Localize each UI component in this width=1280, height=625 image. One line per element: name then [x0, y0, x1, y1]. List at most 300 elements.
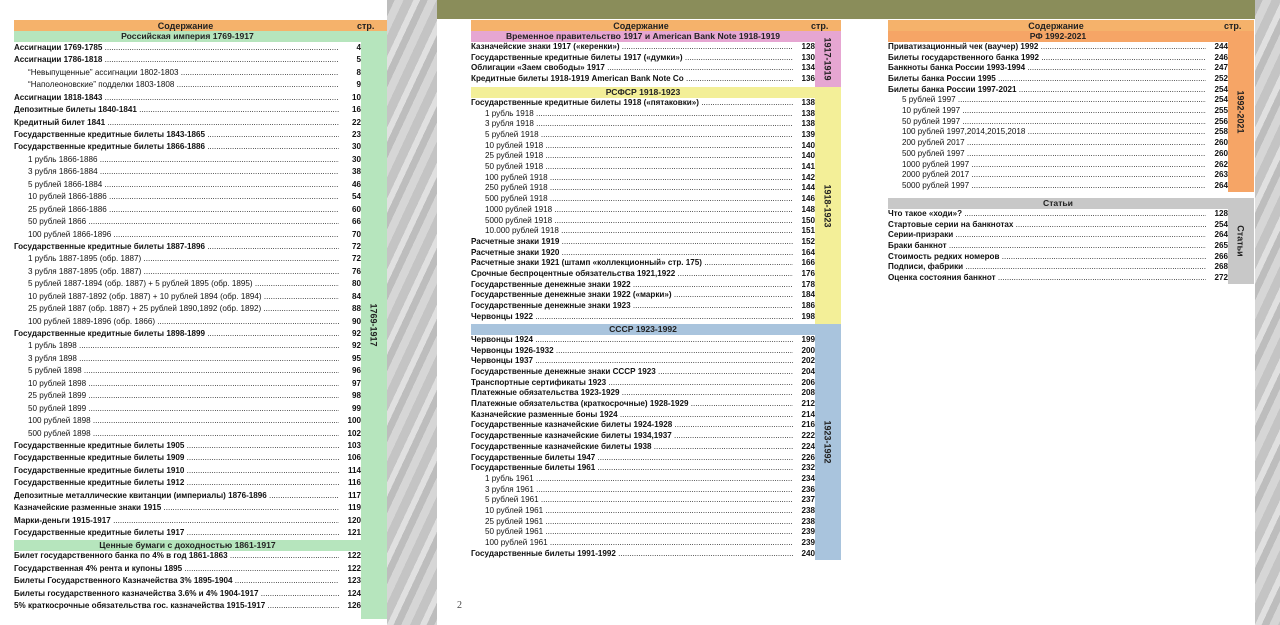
toc-entry-title: 500 рублей 1918 .....	[471, 194, 793, 205]
toc-entry[interactable]	[471, 410, 815, 421]
toc-entry[interactable]	[471, 442, 815, 453]
toc-entry-page: 100	[347, 416, 361, 426]
toc-entry[interactable]	[888, 138, 1228, 149]
toc-section	[14, 31, 387, 619]
toc-entry-title: 3 рубля 1866-1884 .....	[14, 166, 339, 178]
page-3	[873, 0, 1255, 625]
toc-entry-page: 114	[347, 465, 361, 475]
toc-entry-title: Червонцы 1937 .....	[471, 356, 793, 367]
toc-entry-page: 96	[351, 366, 361, 376]
toc-entry-title: Государственные кредитные билеты 1917 .....	[14, 527, 339, 539]
toc-entry-title: Платежные обязательства 1923-1929 .....	[471, 388, 793, 399]
toc-header	[471, 20, 841, 31]
toc-entry[interactable]	[471, 388, 815, 399]
toc-entry-page: 152	[801, 236, 815, 246]
toc-entry-page: 214	[801, 409, 815, 419]
toc-entry-page: 256	[1214, 116, 1228, 126]
toc-entry-page: 9	[356, 80, 361, 90]
toc-entry-page: 263	[1214, 170, 1228, 180]
toc-entry-page: 151	[801, 226, 815, 236]
toc-entry[interactable]	[471, 485, 815, 496]
toc-entry[interactable]	[14, 328, 361, 340]
toc-entry[interactable]	[14, 527, 361, 539]
toc-entry-title: Оценка состояния банкнот .....	[888, 273, 1206, 284]
toc-entry-title: 5% краткосрочные обязательства гос. казначейства 1915-1917 .....	[14, 600, 339, 612]
toc-entry-title: 10 рублей 1866-1886 .....	[14, 191, 339, 203]
toc-entry-title: Государственные денежные знаки 1923 .....	[471, 301, 793, 312]
toc-entry[interactable]	[471, 517, 815, 528]
toc-entry[interactable]	[14, 390, 361, 402]
toc-entry-title: “Невыпущенные” ассигнации 1802-1803 .....	[14, 67, 339, 79]
toc-entry[interactable]	[471, 184, 815, 195]
toc-entry-title: 500 рублей 1898 .....	[14, 428, 339, 440]
toc-entry-title: “Наполеоновские” подделки 1803-1808 .....	[14, 79, 339, 91]
toc-entry[interactable]	[471, 280, 815, 291]
toc-entry-title: 5 рублей 1898 .....	[14, 365, 339, 377]
toc-entry-title: 10 рублей 1997 .....	[888, 106, 1206, 117]
toc-section	[888, 31, 1254, 192]
toc-entry-page: 238	[801, 505, 815, 515]
toc-entry-title: 3 рубля 1961 .....	[471, 485, 793, 496]
toc-entry-page: 258	[1214, 127, 1228, 137]
toc-entry-page: 144	[801, 183, 815, 193]
toc-entry-page: 240	[801, 548, 815, 558]
toc-entry[interactable]	[14, 378, 361, 390]
toc-entry-page: 123	[347, 576, 361, 586]
toc-entry-title: Билет государственного банка по 4% в год 1861-1863 .....	[14, 550, 339, 562]
toc-entry[interactable]	[888, 230, 1228, 241]
period-band-label: 1923-1992	[823, 420, 834, 464]
period-band	[1228, 31, 1254, 192]
toc-entry[interactable]	[14, 216, 361, 228]
toc-entry-title: 10 рублей 1918 .....	[471, 141, 793, 152]
toc-entry-title: 1 рубль 1918 .....	[471, 109, 793, 120]
toc-entry-title: Расчетные знаки 1920 .....	[471, 248, 793, 259]
period-band-label: 1917-1919	[823, 37, 834, 81]
toc-entry-page: 102	[347, 428, 361, 438]
toc-entry[interactable]	[14, 563, 361, 575]
toc-entry-page: 103	[347, 440, 361, 450]
toc-entry[interactable]	[888, 181, 1228, 192]
toc-entry-page: 54	[351, 192, 361, 202]
toc-entry[interactable]	[471, 248, 815, 259]
toc-entry[interactable]	[14, 179, 361, 191]
toc-entry[interactable]	[471, 367, 815, 378]
toc-entry-title: 25 рублей 1887 (обр. 1887) + 25 рублей 1890,1892 (обр. 1892) .....	[14, 303, 339, 315]
toc-entry-title: Банкноты банка России 1993-1994 .....	[888, 63, 1206, 74]
toc-entry-title: 10.000 рублей 1918 .....	[471, 226, 793, 237]
toc-entry-page: 16	[351, 105, 361, 115]
toc-entry[interactable]	[471, 53, 815, 64]
toc-entries	[471, 31, 815, 87]
toc-entry-title: Ассигнации 1769-1785 .....	[14, 42, 339, 54]
toc-entry-title: Государственные кредитные билеты 1917 («думки») .....	[471, 53, 793, 64]
toc-entry-page: 136	[801, 74, 815, 84]
section-heading: СССР 1923-1992	[471, 324, 815, 335]
toc-entry[interactable]	[471, 162, 815, 173]
toc-entry-page: 265	[1214, 241, 1228, 251]
toc-entry-page: 4	[356, 42, 361, 52]
toc-entry[interactable]	[14, 588, 361, 600]
toc-header-title: Содержание	[1028, 20, 1084, 31]
toc-entry-title: Стартовые серии на банкнотах .....	[888, 220, 1206, 231]
toc-entry[interactable]	[14, 428, 361, 440]
toc-entry-title: Казначейские знаки 1917 («керенки») .....	[471, 42, 793, 53]
toc-entry-page: 264	[1214, 230, 1228, 240]
period-band-label: 1918-1923	[823, 183, 834, 228]
toc-entry-title: 25 рублей 1918 .....	[471, 151, 793, 162]
toc-entry-page: 148	[801, 204, 815, 214]
period-band	[1228, 198, 1254, 284]
toc-entry[interactable]	[471, 216, 815, 227]
toc-entry[interactable]	[471, 290, 815, 301]
toc-entry-page: 30	[351, 154, 361, 164]
toc-entry[interactable]	[14, 575, 361, 587]
toc-entry[interactable]	[14, 79, 361, 91]
toc-entry[interactable]	[14, 477, 361, 489]
toc-entry[interactable]	[14, 191, 361, 203]
toc-entry-page: 264	[1214, 180, 1228, 190]
toc-entry[interactable]	[14, 204, 361, 216]
toc-entry[interactable]	[14, 42, 361, 54]
toc-entry-page: 121	[347, 528, 361, 538]
toc-sheet	[888, 20, 1254, 284]
toc-entry-page: 262	[1214, 159, 1228, 169]
toc-entry[interactable]	[14, 515, 361, 527]
toc-entry[interactable]	[14, 54, 361, 66]
toc-entry-title: Государственные кредитные билеты 1843-1865 .....	[14, 129, 339, 141]
toc-entry-title: 10 рублей 1961 .....	[471, 506, 793, 517]
toc-entry[interactable]	[471, 431, 815, 442]
toc-entry[interactable]	[471, 399, 815, 410]
toc-entry[interactable]	[14, 229, 361, 241]
toc-entry-page: 206	[801, 377, 815, 387]
toc-entry-page: 238	[801, 516, 815, 526]
toc-entry[interactable]	[471, 194, 815, 205]
toc-entry[interactable]	[888, 74, 1228, 85]
toc-entry[interactable]	[471, 549, 815, 560]
toc-entry[interactable]	[14, 241, 361, 253]
toc-entry-page: 8	[356, 67, 361, 77]
toc-header-page-label: стр.	[357, 20, 375, 31]
toc-entry[interactable]	[888, 262, 1228, 273]
toc-entry-title: Расчетные знаки 1921 (штамп «коллекционный» стр. 175) .....	[471, 258, 793, 269]
toc-entry[interactable]	[888, 160, 1228, 171]
toc-entry[interactable]	[14, 403, 361, 415]
toc-entry[interactable]	[14, 353, 361, 365]
toc-entry-title: Серии-призраки .....	[888, 230, 1206, 241]
toc-entry[interactable]	[471, 269, 815, 280]
toc-entry-page: 92	[351, 341, 361, 351]
period-band	[815, 31, 841, 87]
toc-entry[interactable]	[471, 63, 815, 74]
toc-entry-title: Депозитные билеты 1840-1841 .....	[14, 104, 339, 116]
toc-entry[interactable]	[14, 92, 361, 104]
toc-entry-page: 260	[1214, 148, 1228, 158]
toc-entry[interactable]	[14, 440, 361, 452]
toc-entry-title: Платежные обязательства (краткосрочные) 1928-1929 .....	[471, 399, 793, 410]
toc-entry[interactable]	[471, 463, 815, 474]
toc-entry[interactable]	[888, 106, 1228, 117]
toc-entry-title: 100 рублей 1889-1896 (обр. 1866) .....	[14, 316, 339, 328]
toc-entry[interactable]	[471, 301, 815, 312]
toc-entry-title: Государственные казначейские билеты 1924-1928 .....	[471, 420, 793, 431]
toc-entry-title: 1 рубль 1961 .....	[471, 474, 793, 485]
page-2	[437, 0, 873, 625]
toc-entry-page: 88	[351, 304, 361, 314]
period-band	[815, 324, 841, 560]
toc-entry-title: Расчетные знаки 1919 .....	[471, 237, 793, 248]
toc-entry[interactable]	[14, 415, 361, 427]
toc-entry-title: Кредитный билет 1841 .....	[14, 117, 339, 129]
toc-entry-title: 50 рублей 1899 .....	[14, 403, 339, 415]
toc-entry-title: 5 рублей 1918 .....	[471, 130, 793, 141]
toc-entry-page: 66	[351, 217, 361, 227]
toc-entry-title: 50 рублей 1997 .....	[888, 117, 1206, 128]
toc-entry[interactable]	[471, 205, 815, 216]
toc-entry[interactable]	[14, 166, 361, 178]
toc-entry[interactable]	[888, 128, 1228, 139]
toc-entry-page: 141	[801, 162, 815, 172]
toc-entry-page: 236	[801, 484, 815, 494]
toc-entry[interactable]	[14, 278, 361, 290]
toc-entry[interactable]	[888, 149, 1228, 160]
period-band	[815, 87, 841, 324]
toc-entry[interactable]	[888, 117, 1228, 128]
toc-entry-page: 117	[347, 490, 361, 500]
olive-top-bar	[873, 0, 1255, 19]
toc-entry-title: Червонцы 1926-1932 .....	[471, 346, 793, 357]
toc-entry-title: 250 рублей 1918 .....	[471, 183, 793, 194]
section-heading: Временное правительство 1917 и American Bank Note 1918-1919	[471, 31, 815, 42]
toc-entry[interactable]	[14, 316, 361, 328]
toc-entry[interactable]	[14, 341, 361, 353]
toc-entry-page: 226	[801, 452, 815, 462]
toc-entry[interactable]	[888, 95, 1228, 106]
toc-entry-title: Государственная 4% рента и купоны 1895 .....	[14, 563, 339, 575]
toc-header-page-label: стр.	[811, 20, 829, 31]
toc-entry[interactable]	[471, 346, 815, 357]
toc-entry-page: 122	[347, 551, 361, 561]
toc-entry-title: 10 рублей 1887-1892 (обр. 1887) + 10 рублей 1894 (обр. 1894) .....	[14, 291, 339, 303]
toc-entry[interactable]	[888, 241, 1228, 252]
toc-header-page-label: стр.	[1224, 20, 1242, 31]
toc-entry-page: 38	[351, 167, 361, 177]
toc-entry[interactable]	[14, 117, 361, 129]
toc-entry[interactable]	[14, 266, 361, 278]
section-heading: РСФСР 1918-1923	[471, 87, 815, 98]
toc-entry-page: 90	[351, 316, 361, 326]
toc-entry[interactable]	[888, 252, 1228, 263]
toc-entry[interactable]	[888, 209, 1228, 220]
toc-entry[interactable]	[471, 495, 815, 506]
toc-entry-title: 1000 рублей 1997 .....	[888, 160, 1206, 171]
toc-entry-page: 244	[1214, 41, 1228, 51]
period-band-label: 1769-1917	[369, 303, 380, 347]
toc-entry-page: 22	[351, 117, 361, 127]
toc-entry-page: 30	[351, 142, 361, 152]
toc-entry-title: Стоимость редких номеров .....	[888, 252, 1206, 263]
toc-entry-title: Срочные беспроцентные обязательства 1921,1922 .....	[471, 269, 793, 280]
toc-entry[interactable]	[14, 154, 361, 166]
toc-entry-title: Государственные денежные знаки 1922 .....	[471, 280, 793, 291]
toc-entry[interactable]	[471, 538, 815, 549]
toc-entry[interactable]	[14, 600, 361, 612]
toc-entry-title: Государственные казначейские билеты 1938 .....	[471, 442, 793, 453]
toc-entry-title: 50 рублей 1961 .....	[471, 527, 793, 538]
toc-sheet	[14, 20, 387, 619]
toc-entry-page: 146	[801, 194, 815, 204]
toc-entry-title: 3 рубля 1887-1895 (обр. 1887) .....	[14, 266, 339, 278]
toc-header-title: Содержание	[613, 20, 669, 31]
toc-section	[471, 31, 841, 87]
toc-entry-title: 2000 рублей 2017 .....	[888, 170, 1206, 181]
toc-entry[interactable]	[14, 551, 361, 563]
toc-entry-page: 70	[351, 229, 361, 239]
olive-top-bar	[437, 0, 873, 19]
toc-entry[interactable]	[471, 312, 815, 323]
toc-entry[interactable]	[471, 151, 815, 162]
toc-entry-page: 116	[347, 478, 361, 488]
toc-entry-title: 25 рублей 1866-1886 .....	[14, 204, 339, 216]
toc-entry-page: 138	[801, 119, 815, 129]
toc-entry[interactable]	[888, 85, 1228, 96]
toc-entry[interactable]	[471, 335, 815, 346]
toc-entry[interactable]	[471, 119, 815, 130]
toc-entry-page: 204	[801, 367, 815, 377]
toc-header-title: Содержание	[157, 20, 214, 31]
toc-entry-title: Государственные кредитные билеты 1898-1899 .....	[14, 328, 339, 340]
toc-entry-title: 100 рублей 1961 .....	[471, 538, 793, 549]
toc-entry[interactable]	[471, 130, 815, 141]
toc-entry[interactable]	[14, 291, 361, 303]
toc-entry-title: Государственные кредитные билеты 1910 .....	[14, 465, 339, 477]
toc-entry-page: 23	[351, 130, 361, 140]
toc-entry[interactable]	[14, 253, 361, 265]
toc-entry-page: 254	[1214, 95, 1228, 105]
toc-entry[interactable]	[14, 129, 361, 141]
toc-entry-page: 246	[1214, 52, 1228, 62]
toc-entry-title: Браки банкнот .....	[888, 241, 1206, 252]
toc-entry[interactable]	[471, 42, 815, 53]
toc-entry-page: 140	[801, 140, 815, 150]
toc-entry[interactable]	[471, 378, 815, 389]
toc-entry-page: 266	[1214, 251, 1228, 261]
toc-entry[interactable]	[888, 53, 1228, 64]
section-heading: Российская империя 1769-1917	[14, 31, 361, 42]
toc-entry[interactable]	[471, 173, 815, 184]
toc-entry[interactable]	[14, 67, 361, 79]
toc-entry-page: 128	[801, 41, 815, 51]
toc-entry[interactable]	[471, 237, 815, 248]
toc-entry-page: 260	[1214, 138, 1228, 148]
toc-entry[interactable]	[471, 474, 815, 485]
toc-entry-page: 224	[801, 441, 815, 451]
toc-entry[interactable]	[14, 465, 361, 477]
toc-entry-page: 255	[1214, 106, 1228, 116]
toc-entry[interactable]	[471, 527, 815, 538]
toc-entry-page: 138	[801, 108, 815, 118]
toc-entry-page: 134	[801, 63, 815, 73]
toc-entry[interactable]	[14, 365, 361, 377]
toc-entry-page: 239	[801, 527, 815, 537]
toc-section	[471, 324, 841, 560]
toc-entry-page: 252	[1214, 74, 1228, 84]
toc-entry[interactable]	[888, 42, 1228, 53]
toc-entry[interactable]	[471, 506, 815, 517]
toc-entry-page: 268	[1214, 262, 1228, 272]
toc-entry-title: Кредитные билеты 1918-1919 American Bank Note Co .....	[471, 74, 793, 85]
toc-entry-page: 178	[801, 279, 815, 289]
toc-entry[interactable]	[471, 226, 815, 237]
toc-entry-title: Подписи, фабрики .....	[888, 262, 1206, 273]
toc-entry-page: 128	[1214, 208, 1228, 218]
toc-entry[interactable]	[14, 452, 361, 464]
toc-entries	[471, 324, 815, 560]
toc-entry[interactable]	[14, 303, 361, 315]
toc-entry-title: Транспортные сертификаты 1923 .....	[471, 378, 793, 389]
toc-entries	[14, 31, 361, 619]
toc-entry-title: 3 рубля 1918 .....	[471, 119, 793, 130]
toc-entry[interactable]	[471, 141, 815, 152]
toc-entry[interactable]	[14, 502, 361, 514]
toc-entry-title: Государственные билеты 1991-1992 .....	[471, 549, 793, 560]
toc-entry[interactable]	[471, 258, 815, 269]
toc-entry[interactable]	[471, 109, 815, 120]
toc-entry-title: Казначейские разменные знаки 1915 .....	[14, 502, 339, 514]
toc-entry-page: 247	[1214, 63, 1228, 73]
toc-entry-page: 150	[801, 215, 815, 225]
toc-entry-title: 200 рублей 2017 .....	[888, 138, 1206, 149]
toc-entry-title: 5 рублей 1997 .....	[888, 95, 1206, 106]
toc-entry[interactable]	[888, 220, 1228, 231]
toc-entry-title: Государственные казначейские билеты 1934,1937 .....	[471, 431, 793, 442]
toc-entry[interactable]	[14, 104, 361, 116]
toc-section	[471, 87, 841, 324]
toc-entry[interactable]	[471, 74, 815, 85]
toc-entry-title: Ассигнации 1818-1843 .....	[14, 92, 339, 104]
toc-entry-title: Билеты банка России 1997-2021 .....	[888, 85, 1206, 96]
toc-entry[interactable]	[888, 63, 1228, 74]
toc-entry[interactable]	[471, 421, 815, 432]
toc-entry-page: 124	[347, 588, 361, 598]
toc-entry-page: 212	[801, 399, 815, 409]
toc-entry-title: 100 рублей 1866-1896 .....	[14, 229, 339, 241]
toc-entry[interactable]	[471, 453, 815, 464]
toc-entry-title: 5 рублей 1961 .....	[471, 495, 793, 506]
toc-entry-title: Билеты банка России 1995 .....	[888, 74, 1206, 85]
toc-entry[interactable]	[471, 356, 815, 367]
toc-entry[interactable]	[14, 490, 361, 502]
toc-entry-page: 5	[356, 55, 361, 65]
toc-entry-title: Депозитные металлические квитанции (империалы) 1876-1896 .....	[14, 490, 339, 502]
period-band-label: Статьи	[1236, 225, 1247, 257]
toc-entry-page: 80	[351, 279, 361, 289]
toc-entry[interactable]	[888, 273, 1228, 284]
toc-entry-title: Марки-деньги 1915-1917 .....	[14, 515, 339, 527]
toc-entry-title: Государственные денежные знаки 1922 («марки») .....	[471, 290, 793, 301]
toc-entry[interactable]	[888, 170, 1228, 181]
toc-entry-page: 97	[351, 378, 361, 388]
toc-entry-page: 186	[801, 301, 815, 311]
toc-entry[interactable]	[14, 142, 361, 154]
toc-entry[interactable]	[471, 98, 815, 109]
toc-entry-title: Билеты Государственного Казначейства 3% 1895-1904 .....	[14, 575, 339, 587]
toc-entry-page: 122	[347, 563, 361, 573]
toc-entry-page: 139	[801, 130, 815, 140]
toc-entry-title: Билеты государственного казначейства 3.6% и 4% 1904-1917 .....	[14, 588, 339, 600]
toc-header	[888, 20, 1254, 31]
